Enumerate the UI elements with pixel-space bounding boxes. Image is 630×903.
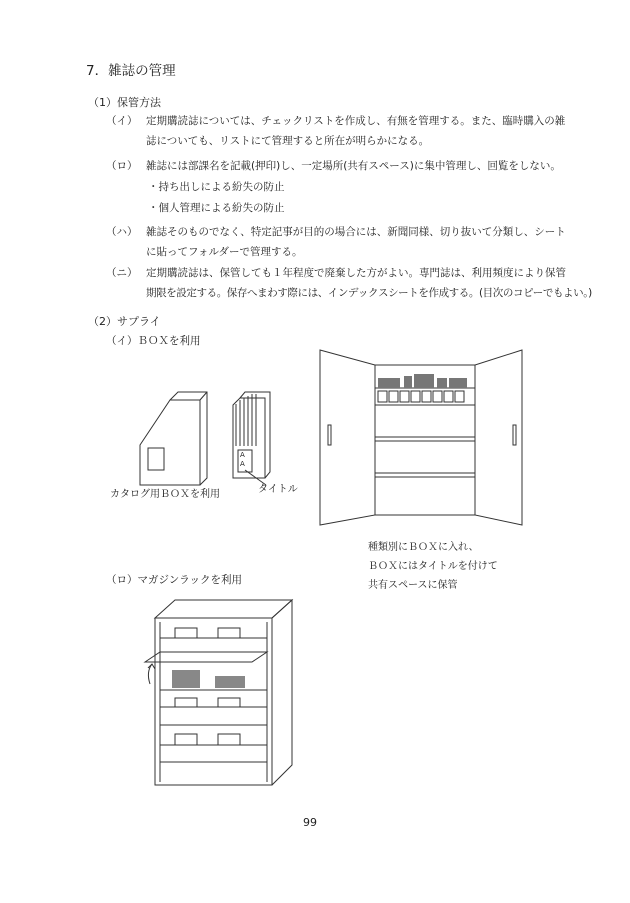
item-marker: （ハ） [106,226,138,238]
section-heading-supply: （2）サプライ [88,315,161,328]
item-text: 雑誌そのものでなく、特定記事が目的の場合には、新聞同様、切り抜いて分類し、シート [146,226,566,238]
item-marker: （ニ） [106,267,138,279]
item-marker: （ロ） [106,160,138,172]
box-title-letter: A [240,460,245,468]
item-text: 誌についても、リストにて管理すると所在が明らかになる。 [146,135,430,147]
cabinet-caption: ＢＯＸにはタイトルを付けて [368,561,498,572]
page-title: 7．雑誌の管理 [86,63,176,79]
cabinet-caption: 共有スペースに保管 [368,580,458,591]
item-marker: （イ） [106,115,138,127]
item-text: に貼ってフォルダーで管理する。 [146,246,303,258]
box-title-letter: A [240,451,245,459]
bullet-text: ・持ち出しによる紛失の防止 [148,181,285,193]
title-caption: タイトル [258,484,298,495]
filled-box-illustration [233,392,270,485]
page-number: 99 [303,816,317,829]
rack-label: （ロ）マガジンラックを利用 [106,574,243,586]
cabinet-illustration [320,350,522,525]
item-text: 定期購読誌については、チェックリストを作成し、有無を管理する。また、臨時購入の雑 [146,115,566,127]
box-label: （イ）ＢＯＸを利用 [106,335,201,347]
catalog-box-caption: カタログ用ＢＯＸを利用 [110,489,220,500]
magazine-rack-illustration [145,600,292,785]
section-heading-storage: （1）保管方法 [88,96,161,109]
item-text: 期限を設定する。保存へまわす際には、インデックスシートを作成する。(目次のコピーでもよい。) [146,287,592,299]
item-text: 雑誌には部課名を記載(押印)し、一定場所(共有スペース)に集中管理し、回覧をしない。 [146,160,561,172]
item-text: 定期購読誌は、保管しても１年程度で廃棄した方がよい。専門誌は、利用頻度により保管 [146,267,566,279]
catalog-box-illustration [140,392,207,485]
cabinet-caption: 種類別にＢＯＸに入れ、 [368,542,479,553]
bullet-text: ・個人管理による紛失の防止 [148,202,285,214]
